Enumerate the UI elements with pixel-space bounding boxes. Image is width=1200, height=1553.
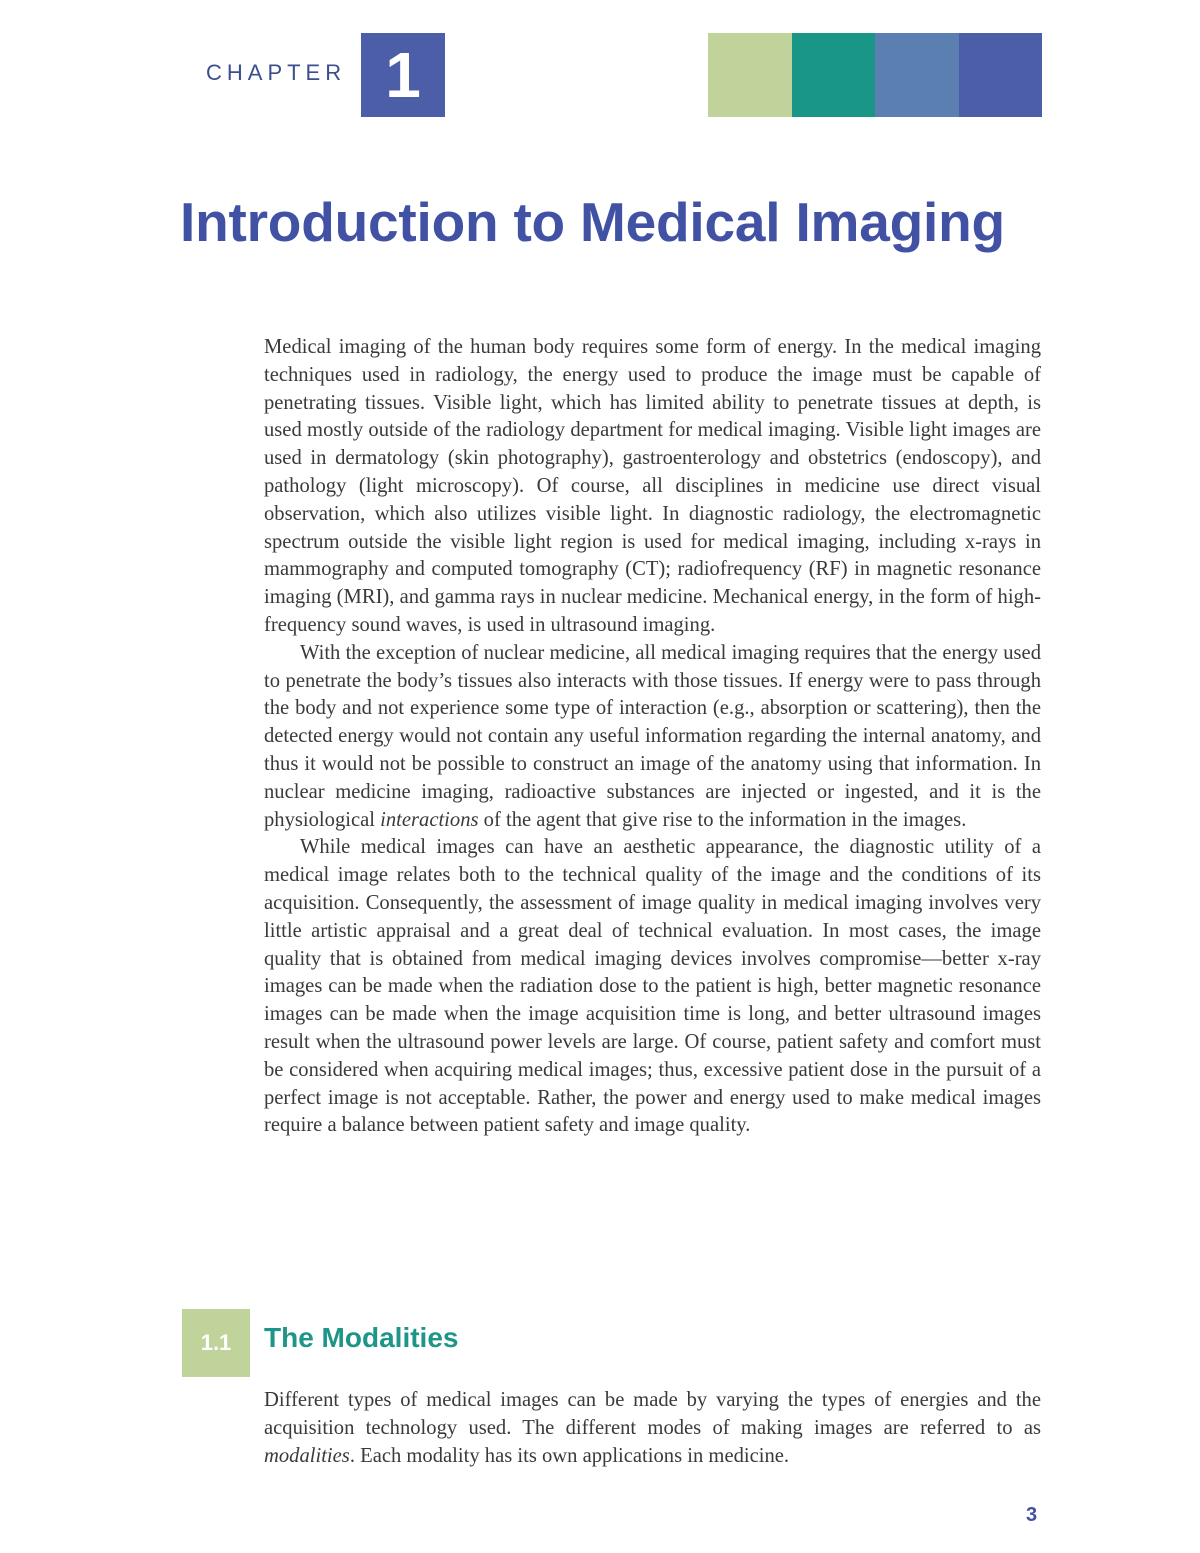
page-number: 3 [1026,1504,1038,1526]
color-block-2 [792,33,876,117]
color-block-3 [875,33,959,117]
section-paragraph [264,1387,1041,1470]
section-paragraph-emphasis: modalities [264,1444,350,1467]
paragraph-2-part-2: of the agent that give rise to the information in the images. [478,808,967,831]
color-block-1 [708,33,792,117]
paragraph-2 [264,640,1041,835]
paragraph-2-part-1: With the exception of nuclear medicine, all medical imaging requires that the energy used to penetrate the body’s tissues also interacts with those tissues. If energy were to pass through the body and not experience some type of interaction (e.g., absorption or scattering), then the detected energy would not contain any useful information regarding the internal anatomy, and thus it would not be possible to construct an image of the anatomy using that information. In nuclear medicine imaging, radioactive substances are injected or ingested, and it is the physiological [264,641,1041,831]
chapter-label: CHAPTER [206,60,347,85]
section-number-box: 1.1 [182,1309,250,1377]
paragraph-2-emphasis: interactions [380,808,479,831]
section-body-text [264,1387,1041,1470]
chapter-title: Introduction to Medical Imaging [180,191,1005,253]
section-paragraph-part-2: . Each modality has its own applications in medicine. [349,1444,790,1467]
chapter-number-box: 1 [361,33,445,117]
paragraph-1: Medical imaging of the human body requires some form of energy. In the medical imaging techniques used in radiology, the energy used to produce the image must be capable of penetrating tissues. Visible light, which has limited ability to penetrate tissues at depth, is used mostly outside of the radiology department for medical imaging. Visible light images are used in dermatology (skin photography), gastroenterology and obstetrics (endoscopy), and pathology (light microscopy). Of course, all disciplines in medicine use direct visual observation, which also utilizes visible light. In diagnostic radiology, the electromagnetic spectrum outside the visible light region is used for medical imaging, including x-rays in mammography and computed tomography (CT); radiofrequency (RF) in magnetic resonance imaging (MRI), and gamma rays in nuclear medicine. Mechanical energy, in the form of high-frequency sound waves, is used in ultrasound imaging. [264,336,1041,636]
section-heading: The Modalities [264,1322,459,1353]
section-paragraph-part-1: Different types of medical images can be made by varying the types of energies and the acquisition technology used. The different modes of making images are referred to as [264,1389,1041,1439]
color-block-4 [959,33,1043,117]
chapter-color-bar [708,33,1042,117]
paragraph-3: While medical images can have an aesthetic appearance, the diagnostic utility of a medical image relates both to the technical quality of the image and the conditions of its acquisition. Consequently, the assessment of image quality in medical imaging involves very little artistic appraisal and a great deal of technical evaluation. In most cases, the image quality that is obtained from medical imaging devices involves compromise—better x-ray images can be made when the radiation dose to the patient is high, better magnetic resonance images can be made when the image acquisition time is long, and better ultrasound images result when the ultrasound power levels are large. Of course, patient safety and comfort must be considered when acquiring medical images; thus, excessive patient dose in the pursuit of a perfect image is not acceptable. Rather, the power and energy used to make medical images require a balance between patient safety and image quality. [264,836,1041,1137]
main-body-text [264,334,1041,1140]
